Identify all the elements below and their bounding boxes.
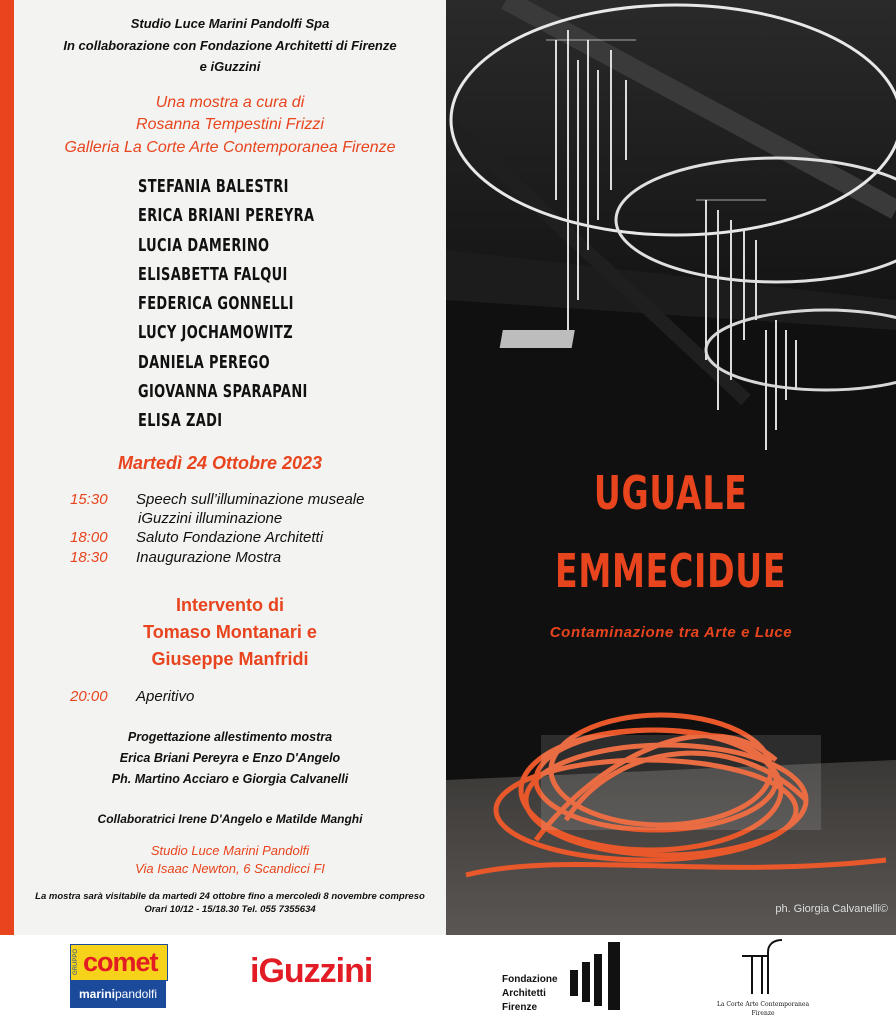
collaborators: Collaboratrici Irene D'Angelo e Matilde Manghi (97, 812, 363, 826)
poster-title-line-1: UGUALE (594, 466, 748, 520)
la-corte-wordmark (708, 1000, 818, 1018)
artist-name: LUCIA DAMERINO (138, 234, 270, 256)
la-corte-line-1: La Corte Arte Contemporanea (716, 1001, 810, 1008)
artist-name: FEDERICA GONNELLI (138, 293, 294, 315)
speaker-name-2: Giuseppe Manfridi (151, 649, 309, 669)
curator-line-3: Galleria La Corte Arte Contemporanea Firenze (64, 139, 396, 156)
speaker-heading: Intervento di (175, 595, 284, 615)
schedule-desc: Speech sull’illuminazione museale (136, 491, 365, 508)
artist-name: ELISA ZADI (138, 410, 223, 432)
credits-line-2: Erica Briani Pereyra e Enzo D'Angelo (119, 751, 341, 765)
fondazione-line-1: Fondazione (502, 974, 558, 985)
marini-wordmark-bold: marini (78, 987, 115, 1001)
artist-name: STEFANIA BALESTRI (138, 176, 289, 197)
aperitivo-desc: Aperitivo (136, 688, 195, 705)
fondazione-architetti-logo (502, 940, 627, 1022)
fondazione-bars-icon (568, 940, 626, 1012)
speaker-name-1: Tomaso Montanari e (143, 622, 317, 642)
fondazione-line-2: Architetti (502, 988, 546, 999)
iguzzini-logo: iGuzzini (250, 952, 373, 990)
poster-title-line-2: EMMECIDUE (555, 544, 787, 598)
artist-name: ELISABETTA FALQUI (138, 263, 288, 285)
comet-marini-pandolfi-logo (70, 944, 166, 1008)
credits-line-3: Ph. Martino Acciaro e Giorgia Calvanelli (111, 772, 349, 786)
aperitivo-time: 20:00 (70, 688, 108, 705)
event-date: Martedì 24 Ottobre 2023 (117, 453, 323, 473)
organizer-line-2: In collaborazione con Fondazione Architetti di Firenze (63, 38, 397, 53)
credits-line-1: Progettazione allestimento mostra (127, 730, 333, 744)
opening-hours: Orari 10/12 - 15/18.30 Tel. 055 7355634 (144, 904, 316, 915)
artist-name: ERICA BRIANI PEREYRA (138, 205, 315, 227)
venue-name: Studio Luce Marini Pandolfi (150, 843, 310, 858)
curator-line-1: Una mostra a cura di (155, 94, 305, 111)
schedule-desc: Inaugurazione Mostra (136, 549, 282, 566)
curator-line-2: Rosanna Tempestini Frizzi (136, 116, 324, 133)
schedule-time: 15:30 (70, 491, 108, 508)
la-corte-line-2: Firenze (751, 1010, 775, 1017)
schedule-time: 18:30 (70, 549, 108, 566)
accent-stripe (0, 0, 14, 935)
opening-dates: La mostra sarà visitabile da martedì 24 ottobre fino a mercoledì 8 novembre compreso (35, 891, 425, 902)
marini-wordmark-light: pandolfi (114, 987, 158, 1001)
organizer-line-1: Studio Luce Marini Pandolfi Spa (130, 16, 330, 31)
schedule-time: 18:00 (70, 529, 108, 546)
artist-name: DANIELA PEREGO (138, 351, 270, 373)
organizer-line-3: e iGuzzini (199, 59, 261, 74)
comet-wordmark: comet (83, 947, 158, 977)
fondazione-wordmark (502, 973, 558, 1015)
artist-name: GIOVANNA SPARAPANI (138, 381, 308, 403)
marini-pandolfi-wordmark (70, 980, 166, 1008)
la-corte-logo (708, 938, 818, 1022)
comet-logo-block (70, 944, 168, 981)
poster-subtitle: Contaminazione tra Arte e Luce (549, 624, 793, 641)
schedule-desc-2: iGuzzini illuminazione (138, 510, 283, 527)
artist-name: LUCY JOCHAMOWITZ (138, 322, 293, 344)
la-corte-chair-icon (738, 938, 788, 996)
venue-address: Via Isaac Newton, 6 Scandicci FI (135, 861, 325, 876)
artist-list (138, 172, 314, 436)
schedule-desc: Saluto Fondazione Architetti (136, 529, 324, 546)
fondazione-line-3: Firenze (502, 1002, 538, 1013)
comet-group-label: GRUPPO (73, 948, 79, 975)
photo-credit: ph. Giorgia Calvanelli© (775, 903, 888, 915)
